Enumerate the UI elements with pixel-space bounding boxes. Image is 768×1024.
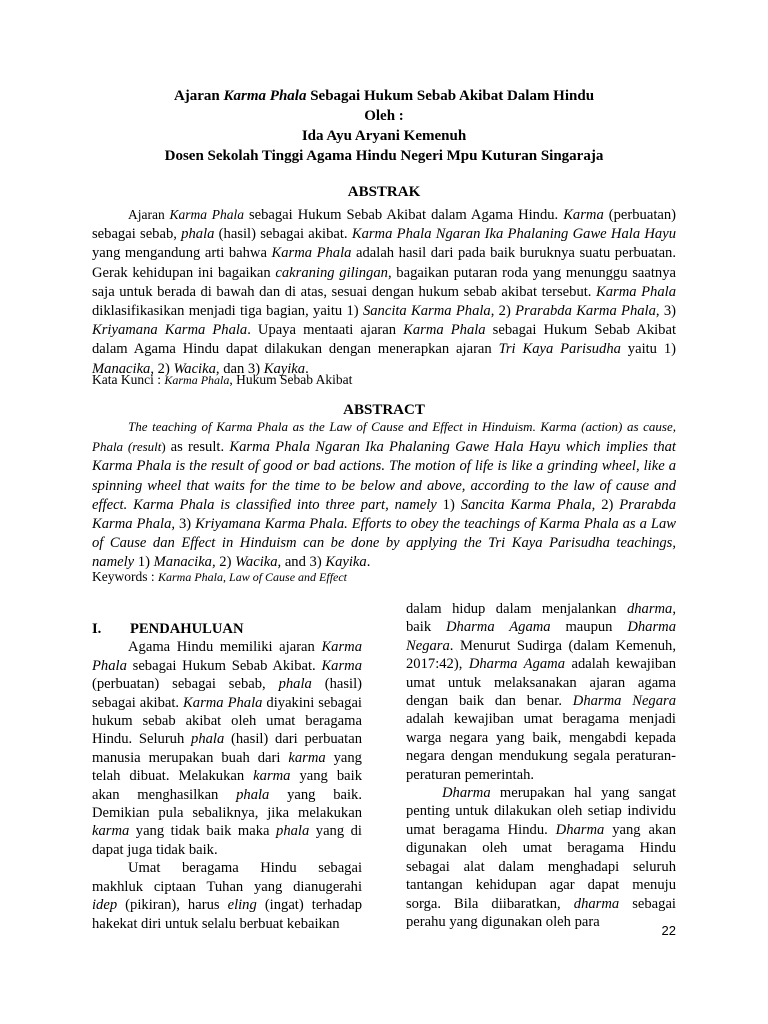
keywords-label: Keywords : (92, 569, 158, 584)
page-number: 22 (661, 923, 676, 938)
paper-title-block (92, 86, 676, 166)
body-column-left (92, 620, 362, 933)
keywords: Keywords : Karma Phala, Law of Cause and Effect (92, 569, 348, 584)
section-heading (92, 620, 362, 638)
body-paragraph: Umat beragama Hindu sebagai makhluk ciptaan Tuhan yang dianugerahi idep (pikiran), harus eling (ingat) terhadap hakekat diri untuk selalu berbuat kebaikan (92, 860, 363, 932)
kata-kunci: Kata Kunci : Karma Phala, Hukum Sebab Akibat (92, 372, 353, 387)
byline-label: Oleh : (364, 108, 404, 124)
body-paragraph: dalam hidup dalam menjalankan dharma, baik Dharma Agama maupun Dharma Negara. Menurut Sudirga (dalam Kemenuh, 2017:42), Dharma Agama adalah kewajiban umat untuk melaksanakan ajaran agama dengan baik dan benar. Dharma Negara adalah kewajiban umat beragama menjadi warga negara yang baik, mengabdi kepada negara dengan mendukung segala peraturan-peraturan pemerintah. (406, 601, 677, 783)
body-paragraph: Dharma merupakan hal yang sangat penting untuk dilakukan oleh setiap individu umat beragama Hindu. Dharma yang akan digunakan oleh umat beragama Hindu sebagai alat dalam menghadapi seluruh tantangan kehidupan agar dapat menuju sorga. Bila diibaratkan, dharma sebagai perahu yang digunakan oleh para (406, 785, 676, 930)
title-italic-text: Karma Phala (223, 88, 307, 104)
body-paragraph: Agama Hindu memiliki ajaran Karma Phala sebagai Hukum Sebab Akibat. Karma (perbuatan) sebagai sebab, phala (hasil) sebagai akibat. Karma Phala diyakini sebagai hukum sebab akibat oleh umat beragama Hindu. Seluruh phala (hasil) dari perbuatan manusia merupakan buah dari karma yang telah dibuat. Melakukan karma yang baik akan menghasilkan phala yang baik. Demikian pula sebaliknya, jika melakukan karma yang tidak baik maka phala yang di dapat juga tidak baik. (92, 639, 362, 858)
abstract-paragraph: The teaching of Karma Phala as the Law of Cause and Effect in Hinduism. Karma (action) as cause, Phala (result) as result. Karma Phala Ngaran Ika Phalaning Gawe Hala Hayu which implies that Karma Phala is the result of good or bad actions. The motion of life is like a grinding wheel, like a spinning wheel that waits for the time to be below and above, according to the law of cause and effect. Karma Phala is classified into three part, namely 1) Sancita Karma Phala, 2) Prarabda Karma Phala, 3) Kriyamana Karma Phala. Efforts to obey the teachings of Karma Phala as a Law of Cause dan Effect in Hinduism can be done by applying the Tri Kaya Parisudha teachings, namely 1) Manacika, 2) Wacika, and 3) Kayika. (92, 419, 676, 571)
title-text: Ajaran (173, 88, 224, 104)
paper-title (92, 86, 676, 106)
kata-kunci-label: Kata Kunci : (92, 372, 165, 387)
body-column-right (406, 600, 676, 931)
title-text: Sebagai Hukum Sebab Akibat Dalam Hindu (306, 88, 595, 104)
abstrak-heading: ABSTRAK (347, 184, 421, 200)
author-name: Ida Ayu Aryani Kemenuh (301, 128, 467, 144)
abstrak-paragraph: Ajaran Karma Phala sebagai Hukum Sebab Akibat dalam Agama Hindu. Karma (perbuatan) sebagai sebab, phala (hasil) sebagai akibat. Karma Phala Ngaran Ika Phalaning Gawe Hala Hayu yang mengandung arti bahwa Karma Phala adalah hasil dari pada baik buruknya suatu perbuatan. Gerak kehidupan ini bagaikan cakraning gilingan, bagaikan putaran roda yang menunggu saatnya saja untuk berada di bawah dan di atas, sesuai dengan hukum sebab akibat tersebut. Karma Phala diklasifikasikan menjadi tiga bagian, yaitu 1) Sancita Karma Phala, 2) Prarabda Karma Phala, 3) Kriyamana Karma Phala. Upaya mentaati ajaran Karma Phala sebagai Hukum Sebab Akibat dalam Agama Hindu dapat dilakukan dengan menerapkan ajaran Tri Kaya Parisudha yaitu 1) Manacika, 2) Wacika, dan 3) Kayika. (92, 207, 677, 377)
author-affiliation: Dosen Sekolah Tinggi Agama Hindu Negeri Mpu Kuturan Singaraja (164, 148, 604, 164)
section-number: I. (92, 621, 102, 637)
abstract-heading: ABSTRACT (343, 402, 425, 418)
section-title: PENDAHULUAN (130, 621, 244, 637)
